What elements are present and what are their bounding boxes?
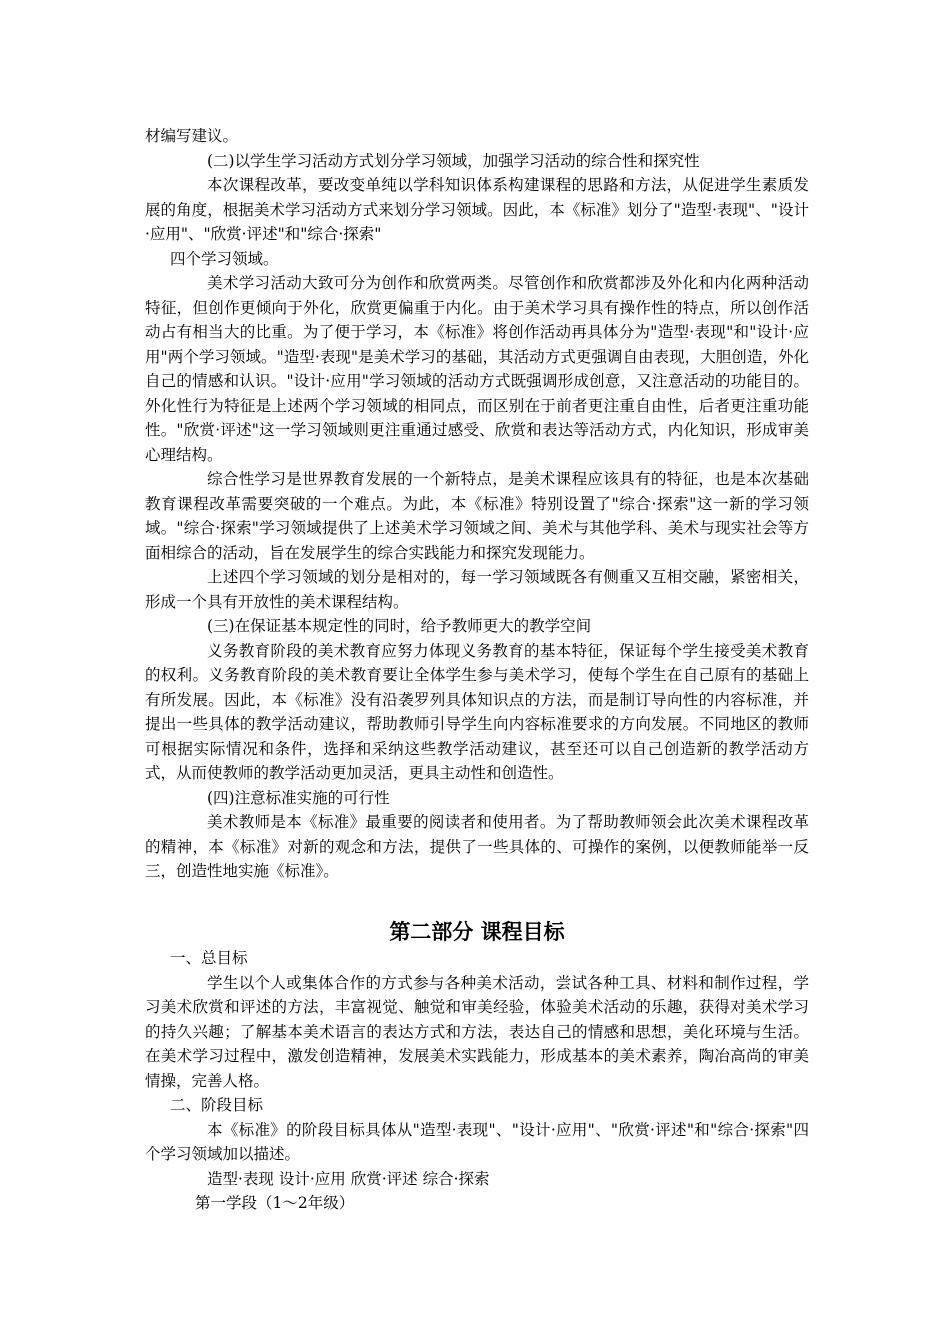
paragraph: 美术学习活动大致可分为创作和欣赏两类。尽管创作和欣赏都涉及外化和内化两种活动特征，但创作更倾向于外化，欣赏更偏重于内化。由于美术学习具有操作性的特点，所以创作活动占有相当大的比重。为了便于学习，本《标准》将创作活动再具体分为"造型·表现"和"设计·应用"两个学习领域。"造型·表现"是美术学习的基础，其活动方式更强调自由表现，大胆创造，外化自己的情感和认识。"设计·应用"学习领域的活动方式既强调形成创意，又注意活动的功能目的。外化性行为特征是上述两个学习领域的相同点，而区别在于前者更注重自由性，后者更注重功能性。"欣赏·评述"这一学习领域则更注重通过感受、欣赏和表达等活动方式，内化知识，形成审美心理结构。 [145,274,809,464]
subheading-stage-goal: 二、阶段目标 [170,1096,264,1114]
paragraph: 学生以个人或集体合作的方式参与各种美术活动，尝试各种工具、材料和制作过程，学习美术欣赏和评述的方法，丰富视觉、触觉和审美经验，体验美术活动的乐趣，获得对美术学习的持久兴趣；了解基本美术语言的表达方式和方法，表达自己的情感和思想，美化环境与生活。在美术学习过程中，激发创造精神，发展美术实践能力，形成基本的美术素养，陶冶高尚的审美情操，完善人格。 [145,973,809,1090]
paragraph: 本次课程改革，要改变单纯以学科知识体系构建课程的思路和方法，从促进学生素质发展的角度，根据美术学习活动方式来划分学习领域。因此，本《标准》划分了"造型·表现"、"设计·应用"、"欣赏·评述"和"综合·探索" [145,176,809,243]
stage-label: 第一学段（1～2年级） [195,1194,355,1212]
paragraph-continuation: 材编写建议。 [145,127,239,145]
body-text-bottom [145,946,809,1216]
subheading-overall-goal: 一、总目标 [170,949,248,967]
paragraph: 上述四个学习领域的划分是相对的，每一学习领域既各有侧重又互相交融，紧密相关，形成一个具有开放性的美术课程结构。 [145,568,809,611]
paragraph: 义务教育阶段的美术教育应努力体现义务教育的基本特征，保证每个学生接受美术教育的权利。义务教育阶段的美术教育要让全体学生参与美术学习，使每个学生在自己原有的基础上有所发展。因此，本《标准》没有沿袭罗列具体知识点的方法，而是制订导向性的内容标准，并提出一些具体的教学活动建议，帮助教师引导学生向内容标准要求的方向发展。不同地区的教师可根据实际情况和条件，选择和采纳这些教学活动建议，甚至还可以自己创造新的教学活动方式，从而使教师的教学活动更加灵活，更具主动性和创造性。 [145,641,809,782]
part-title: 第二部分 课程目标 [389,919,565,944]
section-heading-3: (三)在保证基本规定性的同时，给予教师更大的教学空间 [207,617,592,635]
paragraph: 本《标准》的阶段目标具体从"造型·表现"、"设计·应用"、"欣赏·评述"和"综合·探索"四个学习领域加以描述。 [145,1120,809,1163]
paragraph: 综合性学习是世界教育发展的一个新特点，是美术课程应该具有的特征，也是本次基础教育课程改革需要突破的一个难点。为此，本《标准》特别设置了"综合·探索"这一新的学习领域。"综合·探索"学习领域提供了上述美术学习领域之间、美术与其他学科、美术与现实社会等方面相综合的活动，旨在发展学生的综合实践能力和探究发现能力。 [145,470,809,562]
learning-domains-line: 造型·表现 设计·应用 欣赏·评述 综合·探索 [207,1169,490,1188]
section-heading-2: (二)以学生学习活动方式划分学习领域，加强学习活动的综合性和探究性 [207,151,700,170]
body-text-top [145,124,809,884]
paragraph-fragment: 四个学习领域。 [170,249,279,268]
paragraph: 美术教师是本《标准》最重要的阅读者和使用者。为了帮助教师领会此次美术课程改革的精神，本《标准》对新的观念和方法，提供了一些具体的、可操作的案例，以便教师能举一反三，创造性地实施《标准》。 [145,813,809,880]
section-heading-4: (四)注意标准实施的可行性 [207,788,390,807]
